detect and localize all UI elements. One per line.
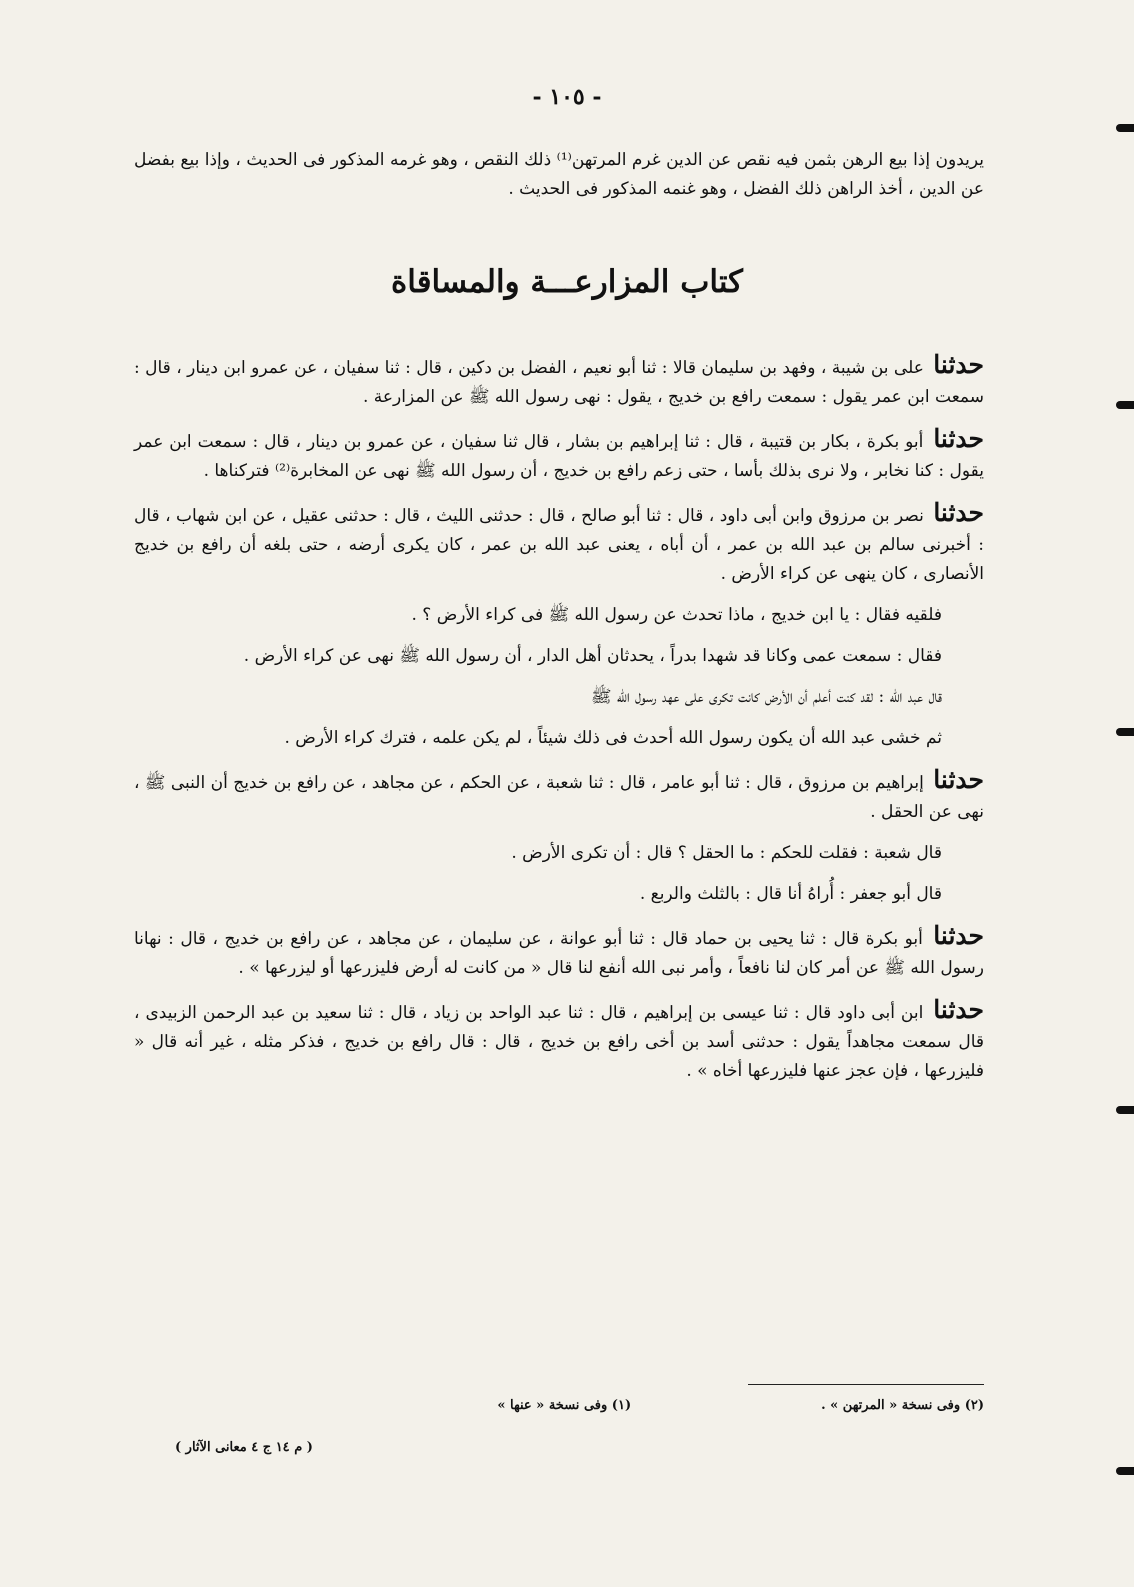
- paragraph: [134, 839, 984, 868]
- edge-mark: [1116, 401, 1134, 409]
- paragraph-text: ابن أبى داود قال : ثنا عيسى بن إبراهيم ، قال : ثنا عبد الواحد بن زياد ، قال : ثنا سعيد بن عبد الرحمن الزبيدى ، قال سمعت مجاهداً يقول : حدثنى أسد بن أخى رافع بن خديج ، قال : قال رافع بن خديج ، فذكر مثله ، غير أنه قال « فليزرعها ، فإن عجز عنها فليزرعها أخاه » .: [134, 1003, 984, 1081]
- paragraph: [134, 683, 984, 712]
- paragraph: [134, 995, 984, 1086]
- edge-mark: [1116, 124, 1134, 132]
- edge-mark: [1116, 1106, 1134, 1114]
- paragraph-text: نصر بن مرزوق وابن أبى داود ، قال : ثنا أبو صالح ، قال : حدثنى الليث ، قال : حدثنى عقيل ، عن ابن شهاب ، قال : أخبرنى سالم بن عبد الله بن عمر ، أن أباه ، يعنى عبد الله بن عمر ، كان يكرى أرضه ، حتى بلغه أن رافع بن خديج الأنصارى ، كان ينهى عن كراء الأرض .: [134, 506, 984, 584]
- intro-paragraph: يريدون إذا بيع الرهن بثمن فيه نقص عن الدين غرم المرتهن⁽¹⁾ ذلك النقص ، وهو غرمه المذكور فى الحديث ، وإذا بيع بفضل عن الدين ، أخذ الراهن ذلك الفضل ، وهو غنمه المذكور فى الحديث .: [134, 150, 984, 199]
- paragraph: [134, 642, 984, 671]
- signature-mark: ( م ١٤ ج ٤ معانى الآثار ): [175, 1440, 313, 1455]
- page-number: - ١٠٥ -: [532, 84, 602, 110]
- footnote-2: (٢) وفى نسخة « المرتهن » .: [821, 1398, 984, 1413]
- paragraph-lead-word: حدثنا: [933, 921, 984, 950]
- paragraph-text: قال أبو جعفر : أُراهُ أنا قال : بالثلث والربع .: [639, 884, 942, 904]
- paragraph-lead-word: حدثنا: [933, 765, 984, 794]
- paragraph-text: على بن شيبة ، وفهد بن سليمان قالا : ثنا أبو نعيم ، الفضل بن دكين ، قال : ثنا سفيان ، عن عمرو ابن دينار ، قال : سمعت ابن عمر يقول : سمعت رافع بن خديج ، يقول : نهى رسول الله ﷺ عن المزارعة .: [134, 358, 984, 407]
- paragraph-text: قال شعبة : فقلت للحكم : ما الحقل ؟ قال : أن تكرى الأرض .: [511, 843, 942, 863]
- paragraph-text: قال عبد الله : لقد كنت أعلم أن الأرض كانت تكرى على عهد رسول الله ﷺ: [590, 687, 942, 707]
- footnote-1: (١) وفى نسخة « عنها »: [497, 1398, 632, 1413]
- paragraph-lead-word: حدثنا: [933, 350, 984, 379]
- paragraph-text: ثم خشى عبد الله أن يكون رسول الله أحدث فى ذلك شيئاً ، لم يكن علمه ، فترك كراء الأرض .: [284, 728, 942, 748]
- edge-mark: [1116, 1467, 1134, 1475]
- paragraph-lead-word: حدثنا: [933, 424, 985, 453]
- paragraph-text: أبو بكرة ، بكار بن قتيبة ، قال : ثنا إبراهيم بن بشار ، قال ثنا سفيان ، عن عمرو بن دينار ، قال : سمعت ابن عمر يقول : كنا نخابر ، ولا نرى بذلك بأسا ، حتى زعم رافع بن خديج ، أن رسول الله ﷺ نهى عن المخابرة⁽²⁾ فتركناها .: [134, 432, 984, 481]
- footnote-rule: [748, 1384, 984, 1385]
- paragraph-text: فقال : سمعت عمى وكانا قد شهدا بدراً ، يحدثان أهل الدار ، أن رسول الله ﷺ نهى عن كراء الأرض .: [243, 646, 942, 666]
- paragraph-text: أبو بكرة قال : ثنا يحيى بن حماد قال : ثنا أبو عوانة ، عن سليمان ، عن مجاهد ، عن رافع بن خديج ، قال : نهانا رسول الله ﷺ عن أمر كان لنا نافعاً ، وأمر نبى الله أنفع لنا قال « من كانت له أرض فليزرعها أو ليزرعها » .: [134, 929, 984, 978]
- chapter-title: كتاب المزارعـــة والمساقاة: [391, 264, 743, 300]
- main-text: [134, 350, 984, 1098]
- paragraph: [134, 424, 984, 486]
- paragraph-text: إبراهيم بن مرزوق ، قال : ثنا أبو عامر ، قال : ثنا شعبة ، عن الحكم ، عن مجاهد ، عن رافع بن خديج أن النبى ﷺ ، نهى عن الحقل .: [134, 773, 984, 822]
- paragraph: [134, 350, 984, 412]
- paragraph: [134, 601, 984, 630]
- paragraph: [134, 724, 984, 753]
- paragraph-lead-word: حدثنا: [933, 498, 985, 527]
- paragraph-text: فلقيه فقال : يا ابن خديج ، ماذا تحدث عن رسول الله ﷺ فى كراء الأرض ؟ .: [411, 605, 942, 625]
- paragraph-lead-word: حدثنا: [933, 995, 984, 1024]
- paragraph: [134, 498, 984, 589]
- paragraph: [134, 921, 984, 983]
- edge-mark: [1116, 728, 1134, 736]
- paragraph: [134, 880, 984, 909]
- footnotes: [134, 1398, 984, 1413]
- paragraph: [134, 765, 984, 827]
